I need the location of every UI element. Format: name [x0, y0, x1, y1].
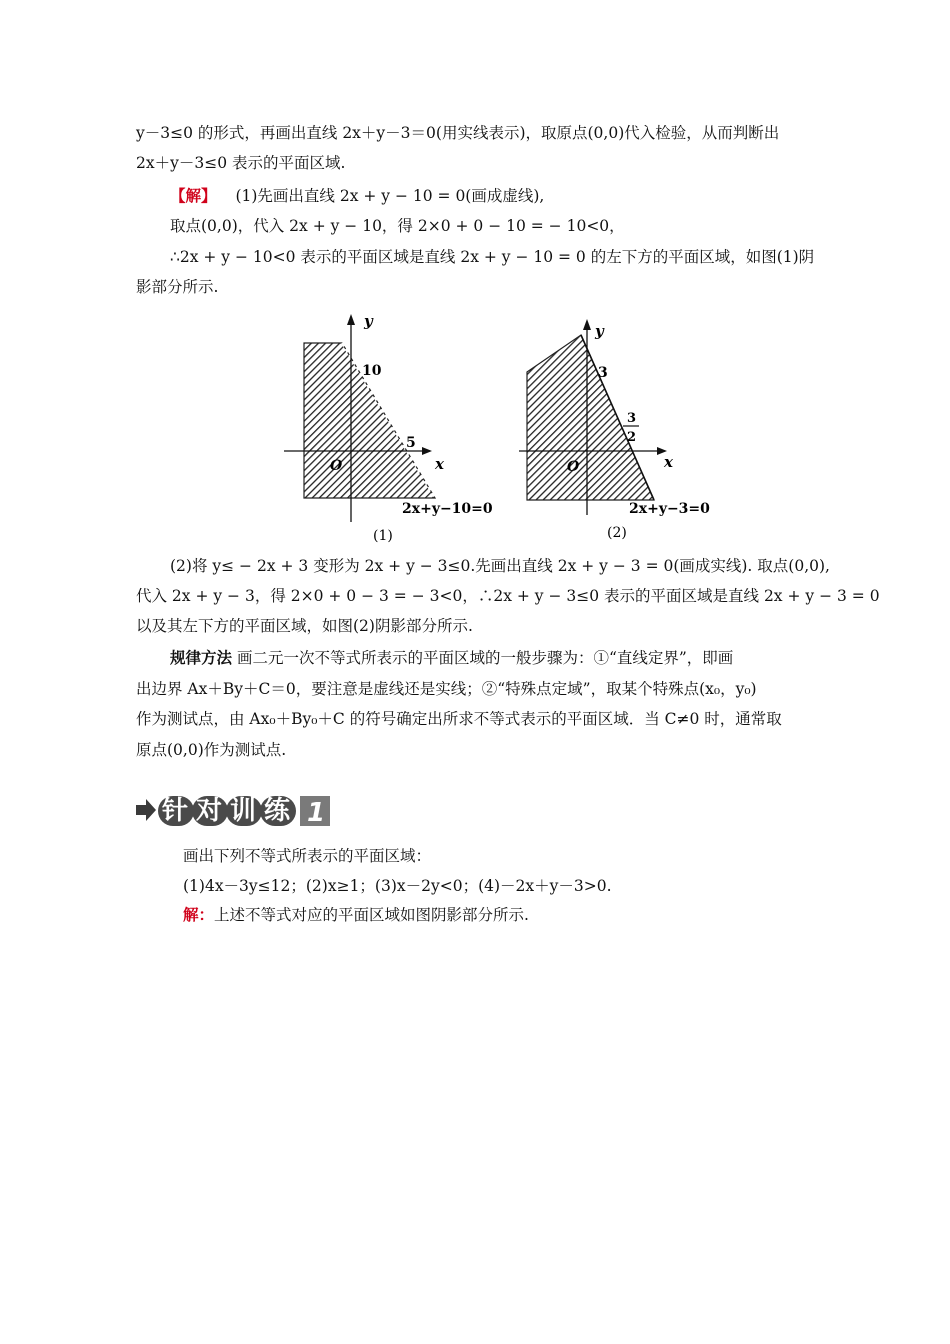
- y-axis-label: y: [595, 322, 604, 340]
- method-title: 规律方法: [170, 648, 233, 667]
- x-intercept-denominator: 2: [627, 430, 637, 445]
- paragraph-line: y－3≤0 的形式，再画出直线 2x＋y－3＝0(用实线表示)，取原点(0,0)代入检验，从而判断出: [136, 124, 780, 142]
- part2-line: (2)将 y≤ − 2x + 3 变形为 2x + y − 3≤0.先画出直线 2x + y − 3 = 0(画成实线). 取点(0,0),: [170, 557, 830, 575]
- y-intercept-label: 10: [362, 363, 382, 379]
- answer-tag: 解：: [183, 905, 215, 924]
- y-axis-label: y: [364, 312, 373, 330]
- figure-caption: (1): [373, 528, 393, 544]
- training-title: 针对训练: [162, 796, 299, 826]
- x-intercept-label: 5: [406, 435, 416, 451]
- method-line: 作为测试点，由 Ax₀＋By₀＋C 的符号确定出所求不等式表示的平面区域．当 C≠0 时，通常取: [136, 710, 782, 728]
- training-prompt: 画出下列不等式所表示的平面区域：: [183, 847, 432, 865]
- part2-line: 代入 2x + y − 3，得 2×0 + 0 − 3 = − 3<0，∴2x + y − 3≤0 表示的平面区域是直线 2x + y − 3 = 0: [136, 587, 880, 605]
- paragraph-line: 2x＋y－3≤0 表示的平面区域.: [136, 154, 346, 172]
- training-number: 1: [307, 798, 326, 828]
- origin-label: O: [330, 458, 343, 474]
- figure-caption: (2): [607, 525, 627, 541]
- figure-1: [280, 310, 500, 550]
- x-axis-label: x: [664, 453, 673, 471]
- origin-label: O: [567, 459, 580, 475]
- y-axis-arrow: [583, 319, 591, 330]
- method-line: [170, 648, 850, 668]
- x-intercept-numerator: 3: [627, 411, 637, 426]
- solution-tag: 【解】: [170, 186, 217, 205]
- solution-line: ∴2x + y − 10<0 表示的平面区域是直线 2x + y − 10 = 0 的左下方的平面区域，如图(1)阴: [170, 248, 815, 266]
- x-axis-arrow: [422, 447, 432, 455]
- method-text: 画二元一次不等式所表示的平面区域的一般步骤为：①“直线定界”，即画: [232, 649, 734, 667]
- solution-text: (1)先画出直线 2x + y − 10 = 0(画成虚线),: [235, 187, 545, 205]
- figure-2: [515, 315, 715, 550]
- arrow-icon: [136, 799, 156, 821]
- y-axis-arrow: [347, 314, 355, 325]
- solution-line: 取点(0,0)，代入 2x + y − 10，得 2×0 + 0 − 10 = − 10<0，: [170, 217, 625, 235]
- method-line: 出边界 Ax＋By＋C＝0，要注意是虚线还是实线；②“特殊点定域”，取某个特殊点(x₀，y₀): [136, 680, 757, 698]
- method-line: 原点(0,0)作为测试点.: [136, 741, 287, 759]
- figure-2-graph: [515, 315, 715, 550]
- training-banner-graphic: [134, 793, 344, 829]
- training-banner: [134, 793, 344, 829]
- figure-1-graph: [280, 310, 500, 550]
- training-answer-line: [183, 905, 863, 925]
- training-items: (1)4x－3y≤12；(2)x≥1；(3)x－2y<0；(4)－2x＋y－3>0.: [183, 877, 612, 895]
- y-intercept-label: 3: [598, 365, 608, 381]
- solution-line: [170, 186, 850, 206]
- part2-line: 以及其左下方的平面区域，如图(2)阴影部分所示.: [136, 617, 473, 635]
- x-axis-label: x: [435, 455, 444, 473]
- solution-line: 影部分所示.: [136, 278, 219, 296]
- answer-text: 上述不等式对应的平面区域如图阴影部分所示.: [214, 906, 529, 924]
- boundary-equation-label: 2x+y−10=0: [402, 501, 493, 517]
- boundary-equation-label: 2x+y−3=0: [629, 501, 710, 517]
